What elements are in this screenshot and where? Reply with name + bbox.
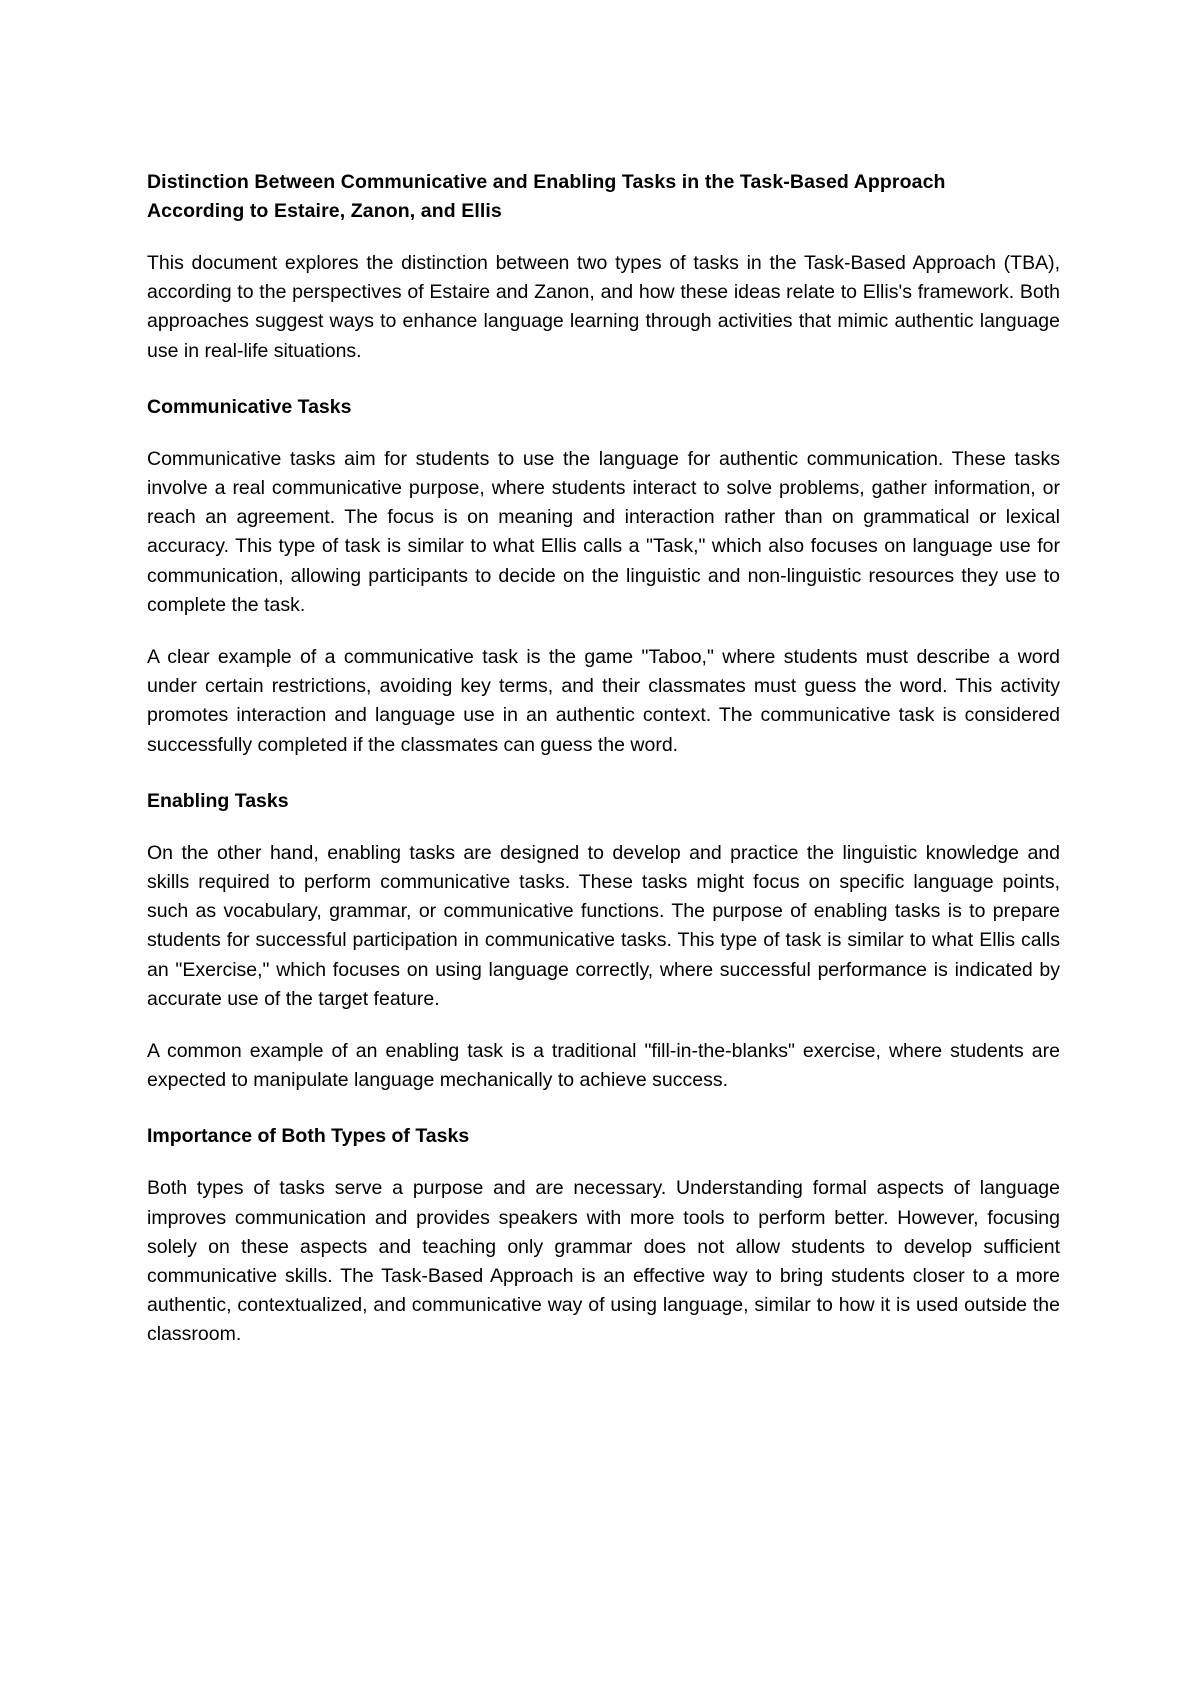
communicative-paragraph-1: Communicative tasks aim for students to use the language for authentic communication. These tasks involve a real communicative purpose, where students interact to solve problems, gather information, or reach an agreement. The focus is on meaning and interaction rather than on grammatical or lexical accuracy. This type of task is similar to what Ellis calls a "Task," which also focuses on language use for communication, allowing participants to decide on the linguistic and non-linguistic resources they use to complete the task.: [147, 447, 1060, 616]
communicative-paragraph-2: A clear example of a communicative task is the game "Taboo," where students must describe a word under certain restrictions, avoiding key terms, and their classmates must guess the word. This activity promotes interaction and language use in an authentic context. The communicative task is considered successfully completed if the classmates can guess the word.: [147, 646, 1060, 756]
section-heading-importance: Importance of Both Types of Tasks: [147, 1125, 470, 1148]
title-line-1: Distinction Between Communicative and Enabling Tasks in the Task-Based Approach: [147, 171, 946, 193]
intro-paragraph: This document explores the distinction between two types of tasks in the Task-Based Approach (TBA), according to the perspectives of Estaire and Zanon, and how these ideas relate to Ellis's framework. Both approaches suggest ways to enhance language learning through activities that mimic authentic language use in real-life situations.: [147, 252, 1060, 362]
section-heading-communicative: Communicative Tasks: [147, 395, 352, 418]
document-page: [147, 168, 1060, 1373]
enabling-paragraph-1: On the other hand, enabling tasks are designed to develop and practice the linguistic knowledge and skills required to perform communicative tasks. These tasks might focus on specific language points, such as vocabulary, grammar, or communicative functions. The purpose of enabling tasks is to prepare students for successful participation in communicative tasks. This type of task is similar to what Ellis calls an "Exercise," which focuses on using language correctly, where successful performance is indicated by accurate use of the target feature.: [147, 841, 1060, 1010]
section-heading-enabling: Enabling Tasks: [147, 789, 289, 812]
importance-paragraph-1: Both types of tasks serve a purpose and are necessary. Understanding formal aspects of language improves communication and provides speakers with more tools to perform better. However, focusing solely on these aspects and teaching only grammar does not allow students to develop sufficient communicative skills. The Task-Based Approach is an effective way to bring students closer to a more authentic, contextualized, and communicative way of using language, similar to how it is used outside the classroom.: [147, 1177, 1060, 1346]
enabling-paragraph-2: A common example of an enabling task is a traditional "fill-in-the-blanks" exercise, where students are expected to manipulate language mechanically to achieve success.: [147, 1040, 1060, 1092]
document-title: [147, 168, 1060, 226]
title-line-2: According to Estaire, Zanon, and Ellis: [147, 200, 502, 222]
